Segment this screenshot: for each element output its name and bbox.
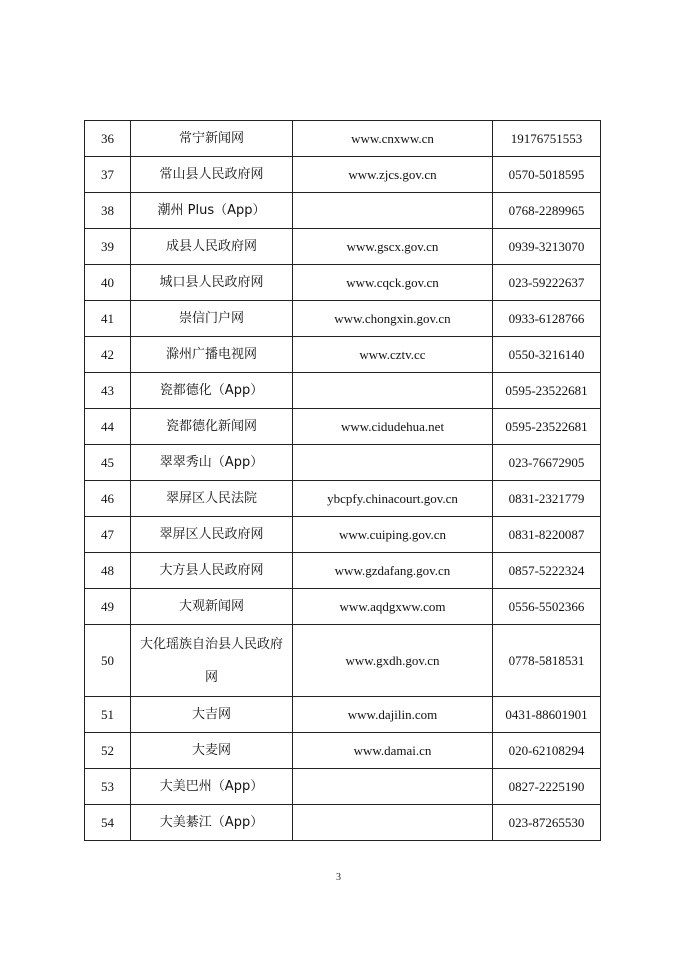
site-url-cell	[293, 805, 493, 841]
phone-number-cell: 0831-8220087	[493, 517, 601, 553]
site-url-cell: www.cqck.gov.cn	[293, 265, 493, 301]
row-number-cell: 42	[85, 337, 131, 373]
table-row	[85, 193, 601, 229]
site-name-cell: 大美巴州（App）	[131, 769, 293, 805]
site-name-cell: 翠翠秀山（App）	[131, 445, 293, 481]
site-name-cell: 大吉网	[131, 697, 293, 733]
table-row	[85, 589, 601, 625]
site-name-cell: 瓷都德化新闻网	[131, 409, 293, 445]
row-number-cell: 40	[85, 265, 131, 301]
phone-number-cell: 023-76672905	[493, 445, 601, 481]
table-row	[85, 157, 601, 193]
table-row	[85, 121, 601, 157]
table-row	[85, 409, 601, 445]
table-row	[85, 769, 601, 805]
site-url-cell: www.aqdgxww.com	[293, 589, 493, 625]
phone-number-cell: 19176751553	[493, 121, 601, 157]
row-number-cell: 38	[85, 193, 131, 229]
site-url-cell: www.cztv.cc	[293, 337, 493, 373]
site-url-cell: www.gxdh.gov.cn	[293, 625, 493, 697]
table-row	[85, 481, 601, 517]
site-name-cell: 大方县人民政府网	[131, 553, 293, 589]
row-number-cell: 53	[85, 769, 131, 805]
site-name-cell: 潮州 Plus（App）	[131, 193, 293, 229]
phone-number-cell: 0778-5818531	[493, 625, 601, 697]
row-number-cell: 50	[85, 625, 131, 697]
row-number-cell: 48	[85, 553, 131, 589]
site-url-cell	[293, 769, 493, 805]
site-name-cell: 滁州广播电视网	[131, 337, 293, 373]
site-name-cell: 常宁新闻网	[131, 121, 293, 157]
site-name-cell: 大观新闻网	[131, 589, 293, 625]
site-name-cell: 成县人民政府网	[131, 229, 293, 265]
row-number-cell: 54	[85, 805, 131, 841]
phone-number-cell: 0831-2321779	[493, 481, 601, 517]
row-number-cell: 36	[85, 121, 131, 157]
table-row	[85, 445, 601, 481]
phone-number-cell: 0595-23522681	[493, 373, 601, 409]
phone-number-cell: 0933-6128766	[493, 301, 601, 337]
row-number-cell: 46	[85, 481, 131, 517]
phone-number-cell: 020-62108294	[493, 733, 601, 769]
table-row	[85, 229, 601, 265]
row-number-cell: 43	[85, 373, 131, 409]
table-row	[85, 733, 601, 769]
row-number-cell: 47	[85, 517, 131, 553]
phone-number-cell: 0768-2289965	[493, 193, 601, 229]
site-url-cell: www.zjcs.gov.cn	[293, 157, 493, 193]
row-number-cell: 39	[85, 229, 131, 265]
row-number-cell: 51	[85, 697, 131, 733]
site-url-cell: ybcpfy.chinacourt.gov.cn	[293, 481, 493, 517]
table-row	[85, 625, 601, 697]
table-body	[85, 121, 601, 841]
phone-number-cell: 023-59222637	[493, 265, 601, 301]
table-row	[85, 301, 601, 337]
row-number-cell: 49	[85, 589, 131, 625]
site-url-cell: www.dajilin.com	[293, 697, 493, 733]
site-url-cell: www.cuiping.gov.cn	[293, 517, 493, 553]
table-row	[85, 805, 601, 841]
phone-number-cell: 0556-5502366	[493, 589, 601, 625]
page-number: 3	[336, 872, 341, 883]
site-url-cell: www.chongxin.gov.cn	[293, 301, 493, 337]
phone-number-cell: 0827-2225190	[493, 769, 601, 805]
site-name-cell: 瓷都德化（App）	[131, 373, 293, 409]
phone-number-cell: 0431-88601901	[493, 697, 601, 733]
row-number-cell: 45	[85, 445, 131, 481]
row-number-cell: 37	[85, 157, 131, 193]
site-name-cell: 翠屏区人民政府网	[131, 517, 293, 553]
site-name-cell: 崇信门户网	[131, 301, 293, 337]
site-url-cell: www.cnxww.cn	[293, 121, 493, 157]
site-url-cell	[293, 193, 493, 229]
site-name-cell: 常山县人民政府网	[131, 157, 293, 193]
phone-number-cell: 0595-23522681	[493, 409, 601, 445]
table-row	[85, 517, 601, 553]
site-url-cell: www.cidudehua.net	[293, 409, 493, 445]
site-name-cell: 大美綦江（App）	[131, 805, 293, 841]
row-number-cell: 44	[85, 409, 131, 445]
row-number-cell: 52	[85, 733, 131, 769]
website-listing-table	[84, 120, 601, 841]
table-row	[85, 337, 601, 373]
table-row	[85, 373, 601, 409]
site-name-cell: 大化瑶族自治县人民政府网	[131, 625, 293, 697]
phone-number-cell: 0939-3213070	[493, 229, 601, 265]
phone-number-cell: 0857-5222324	[493, 553, 601, 589]
phone-number-cell: 0570-5018595	[493, 157, 601, 193]
site-name-cell: 大麦网	[131, 733, 293, 769]
site-url-cell	[293, 445, 493, 481]
phone-number-cell: 0550-3216140	[493, 337, 601, 373]
row-number-cell: 41	[85, 301, 131, 337]
site-url-cell	[293, 373, 493, 409]
phone-number-cell: 023-87265530	[493, 805, 601, 841]
table-row	[85, 553, 601, 589]
table-row	[85, 697, 601, 733]
site-url-cell: www.damai.cn	[293, 733, 493, 769]
site-url-cell: www.gscx.gov.cn	[293, 229, 493, 265]
site-name-cell: 城口县人民政府网	[131, 265, 293, 301]
site-url-cell: www.gzdafang.gov.cn	[293, 553, 493, 589]
table-row	[85, 265, 601, 301]
site-name-cell: 翠屏区人民法院	[131, 481, 293, 517]
